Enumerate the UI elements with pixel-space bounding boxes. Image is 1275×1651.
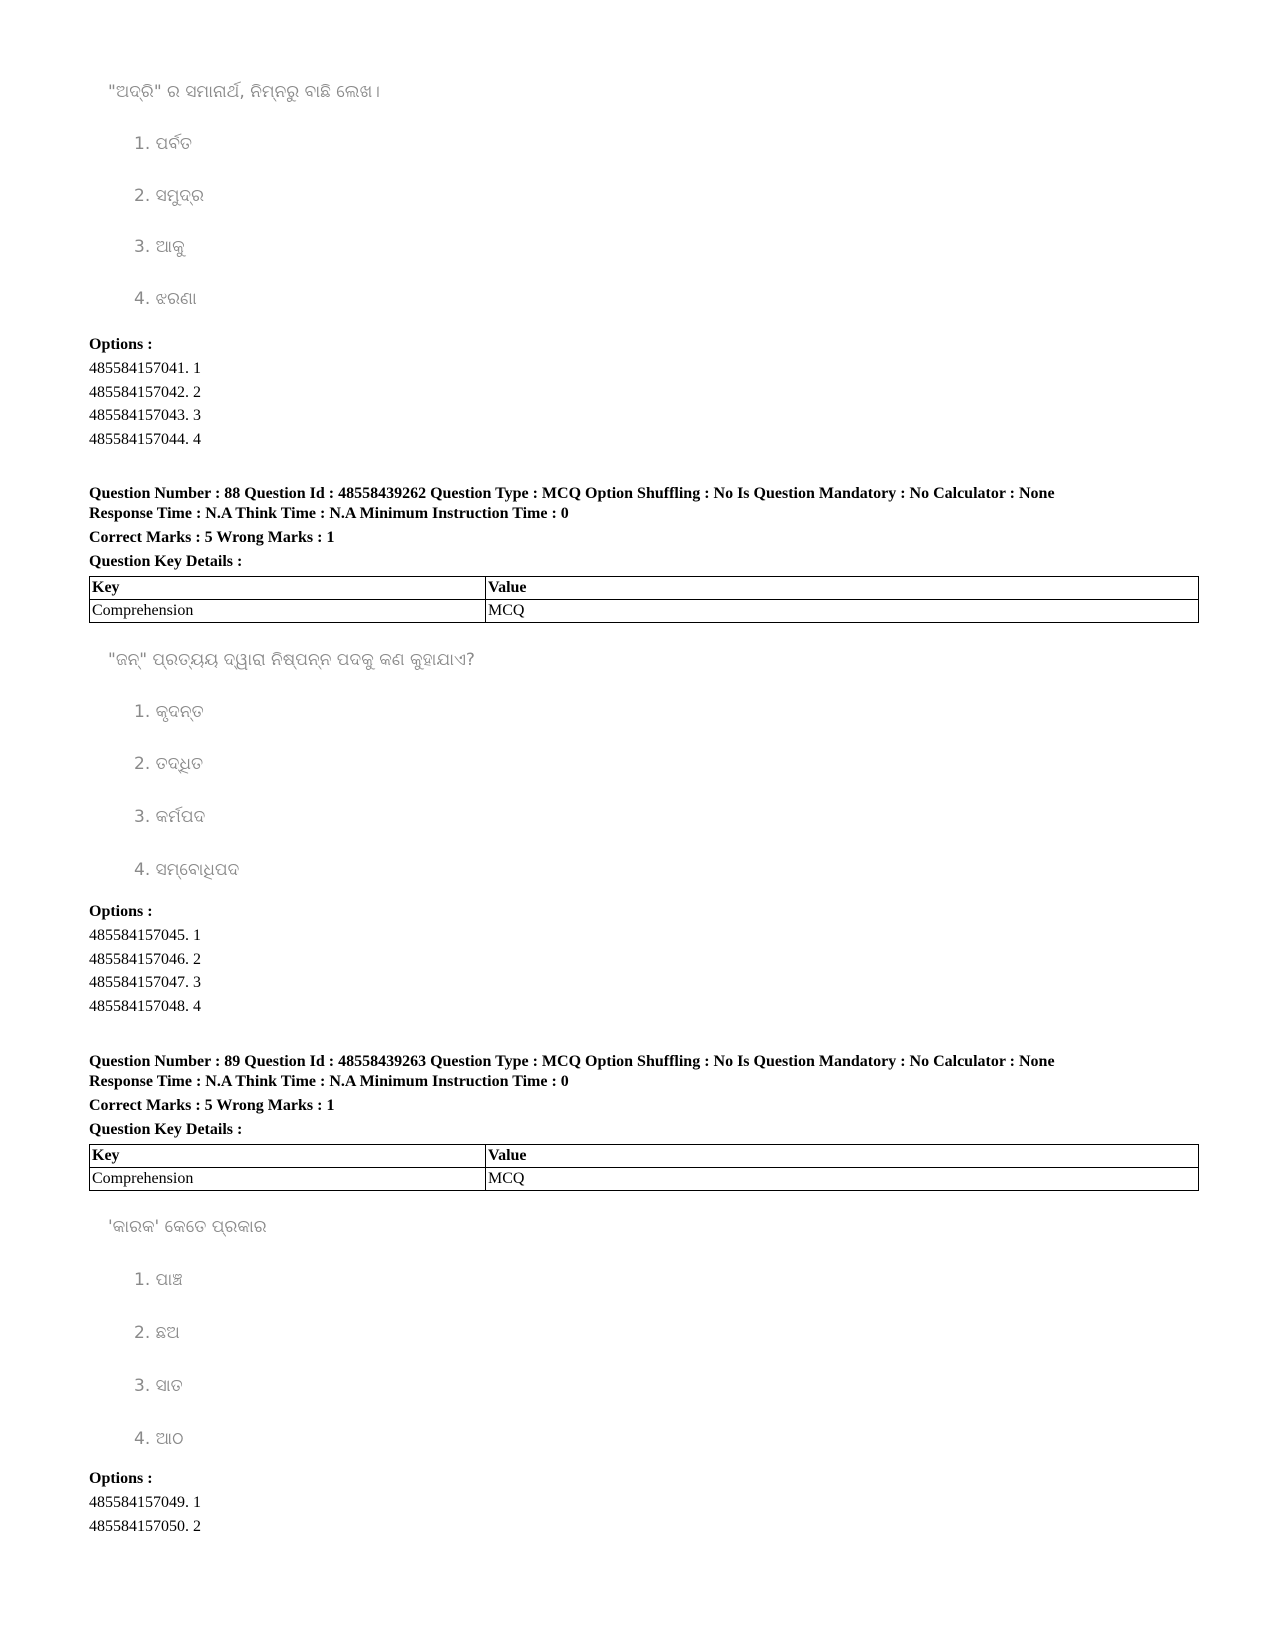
choice-4: 4. ଆଠ [134,1429,184,1449]
question-header: Question Number : 89 Question Id : 48558439263 Question Type : MCQ Option Shuffling : No Is Question Mandatory : No Calculator : None [89,1053,1055,1070]
option-1: 485584157041. 1 [89,360,201,377]
question-marks: Correct Marks : 5 Wrong Marks : 1 [89,529,335,546]
option-2: 485584157042. 2 [89,384,201,401]
table-cell-value: MCQ [486,1168,1199,1191]
options-label: Options : [89,336,153,353]
table-header-key: Key [90,1145,486,1168]
choice-2: 2. ସମୁଦ୍ର [134,186,205,206]
choice-1: 1. ପାଞ୍ଚ [134,1270,183,1290]
question-timing: Response Time : N.A Think Time : N.A Minimum Instruction Time : 0 [89,505,569,522]
key-details-label: Question Key Details : [89,1121,243,1138]
question-marks: Correct Marks : 5 Wrong Marks : 1 [89,1097,335,1114]
question-header: Question Number : 88 Question Id : 48558439262 Question Type : MCQ Option Shuffling : No Is Question Mandatory : No Calculator : None [89,485,1055,502]
question-stem: 'କାରକ' କେତେ ପ୍ରକାର [108,1217,267,1237]
table-header-key: Key [90,577,486,600]
key-details-table [89,1144,1199,1191]
choice-3: 3. ସାତ [134,1376,183,1396]
option-3: 485584157047. 3 [89,974,201,991]
choice-2: 2. ଛଅ [134,1323,180,1343]
choice-3: 3. ଆକୁ [134,237,185,257]
option-4: 485584157044. 4 [89,431,201,448]
options-label: Options : [89,1470,153,1487]
choice-1: 1. କୃଦନ୍ତ [134,702,204,722]
option-2: 485584157046. 2 [89,951,201,968]
option-1: 485584157045. 1 [89,927,201,944]
question-timing: Response Time : N.A Think Time : N.A Minimum Instruction Time : 0 [89,1073,569,1090]
choice-3: 3. କର୍ମପଦ [134,807,206,827]
table-cell-value: MCQ [486,600,1199,623]
choice-2: 2. ତଦ୍ଧିତ [134,754,204,774]
question-stem: "ଅଦ୍ରି" ର ସମାନାର୍ଥ, ନିମ୍ନରୁ ବାଛି ଲେଖ। [108,82,380,102]
table-cell-key: Comprehension [90,600,486,623]
option-1: 485584157049. 1 [89,1494,201,1511]
table-cell-key: Comprehension [90,1168,486,1191]
key-details-label: Question Key Details : [89,553,243,570]
choice-1: 1. ପର୍ବତ [134,134,193,154]
table-header-value: Value [486,577,1199,600]
choice-4: 4. ଝରଣା [134,289,197,309]
options-label: Options : [89,903,153,920]
question-stem: "ଜନ୍" ପ୍ରତ୍ୟୟ ଦ୍ୱାରା ନିଷ୍ପନ୍ନ ପଦକୁ କଣ କୁହାଯାଏ? [108,650,475,670]
table-header-value: Value [486,1145,1199,1168]
option-3: 485584157043. 3 [89,407,201,424]
key-details-table [89,576,1199,623]
option-4: 485584157048. 4 [89,998,201,1015]
option-2: 485584157050. 2 [89,1518,201,1535]
choice-4: 4. ସମ୍ବୋଧିପଦ [134,860,240,880]
